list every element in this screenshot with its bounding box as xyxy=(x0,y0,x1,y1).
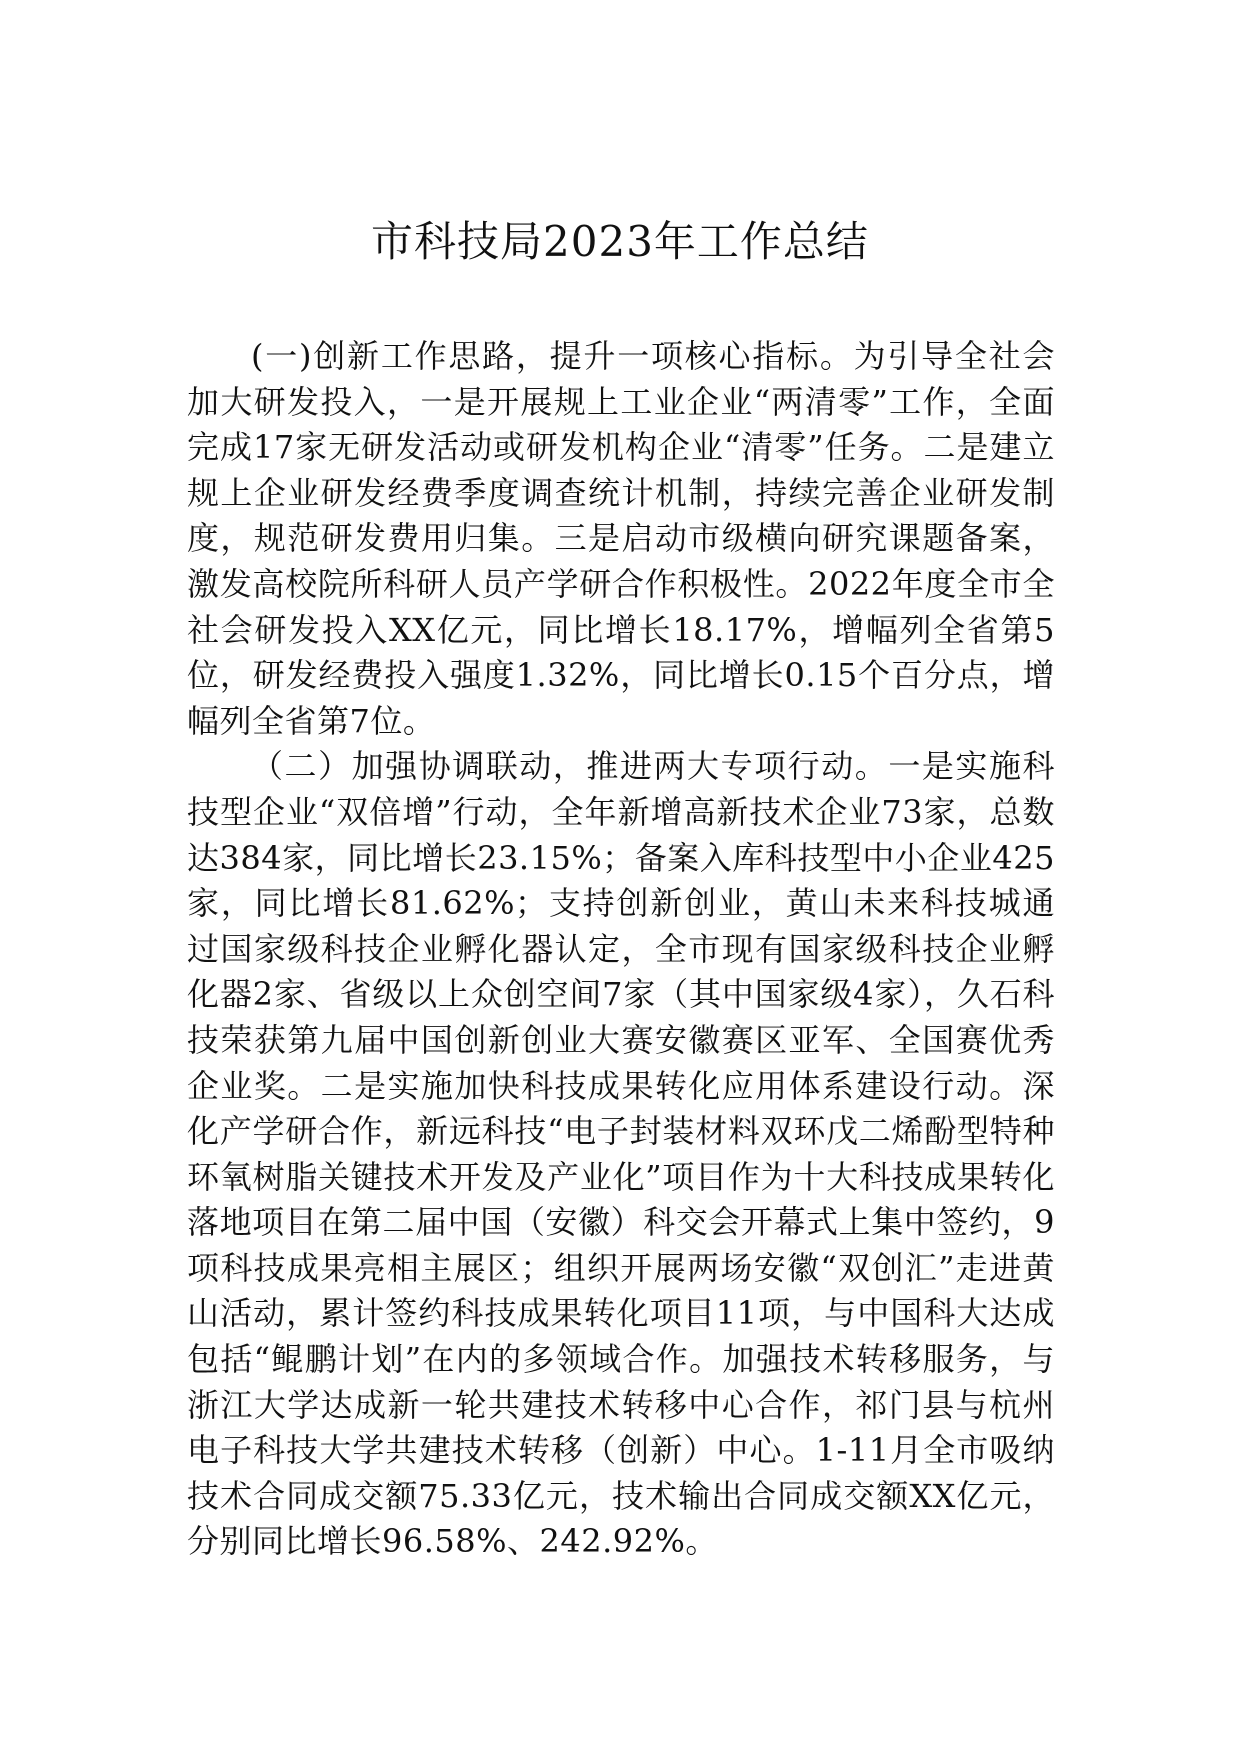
paragraph-1: (一)创新工作思路，提升一项核心指标。为引导全社会加大研发投入，一是开展规上工业企业“两清零”工作，全面完成17家无研发活动或研发机构企业“清零”任务。二是建立规上企业研发经费季度调查统计机制，持续完善企业研发制度，规范研发费用归集。三是启动市级横向研究课题备案，激发高校院所科研人员产学研合作积极性。2022年度全市全社会研发投入XX亿元，同比增长18.17%，增幅列全省第5位，研发经费投入强度1.32%，同比增长0.15个百分点，增幅列全省第7位。 xyxy=(187,337,1055,740)
paragraph-2: （二）加强协调联动，推进两大专项行动。一是实施科技型企业“双倍增”行动，全年新增高新技术企业73家，总数达384家，同比增长23.15%；备案入库科技型中小企业425家，同比增长81.62%；支持创新创业，黄山未来科技城通过国家级科技企业孵化器认定，全市现有国家级科技企业孵化器2家、省级以上众创空间7家（其中国家级4家），久石科技荣获第九届中国创新创业大赛安徽赛区亚军、全国赛优秀企业奖。二是实施加快科技成果转化应用体系建设行动。深化产学研合作，新远科技“电子封装材料双环戊二烯酚型特种环氧树脂关键技术开发及产业化”项目作为十大科技成果转化落地项目在第二届中国（安徽）科交会开幕式上集中签约，9项科技成果亮相主展区；组织开展两场安徽“双创汇”走进黄山活动，累计签约科技成果转化项目11项，与中国科大达成包括“鲲鹏计划”在内的多领域合作。加强技术转移服务，与浙江大学达成新一轮共建技术转移中心合作，祁门县与杭州电子科技大学共建技术转移（创新）中心。1-11月全市吸纳技术合同成交额75.33亿元，技术输出合同成交额XX亿元，分别同比增长96.58%、242.92%。 xyxy=(187,747,1055,1561)
document-body xyxy=(187,334,1055,1565)
document-title: 市科技局2023年工作总结 xyxy=(371,217,869,266)
